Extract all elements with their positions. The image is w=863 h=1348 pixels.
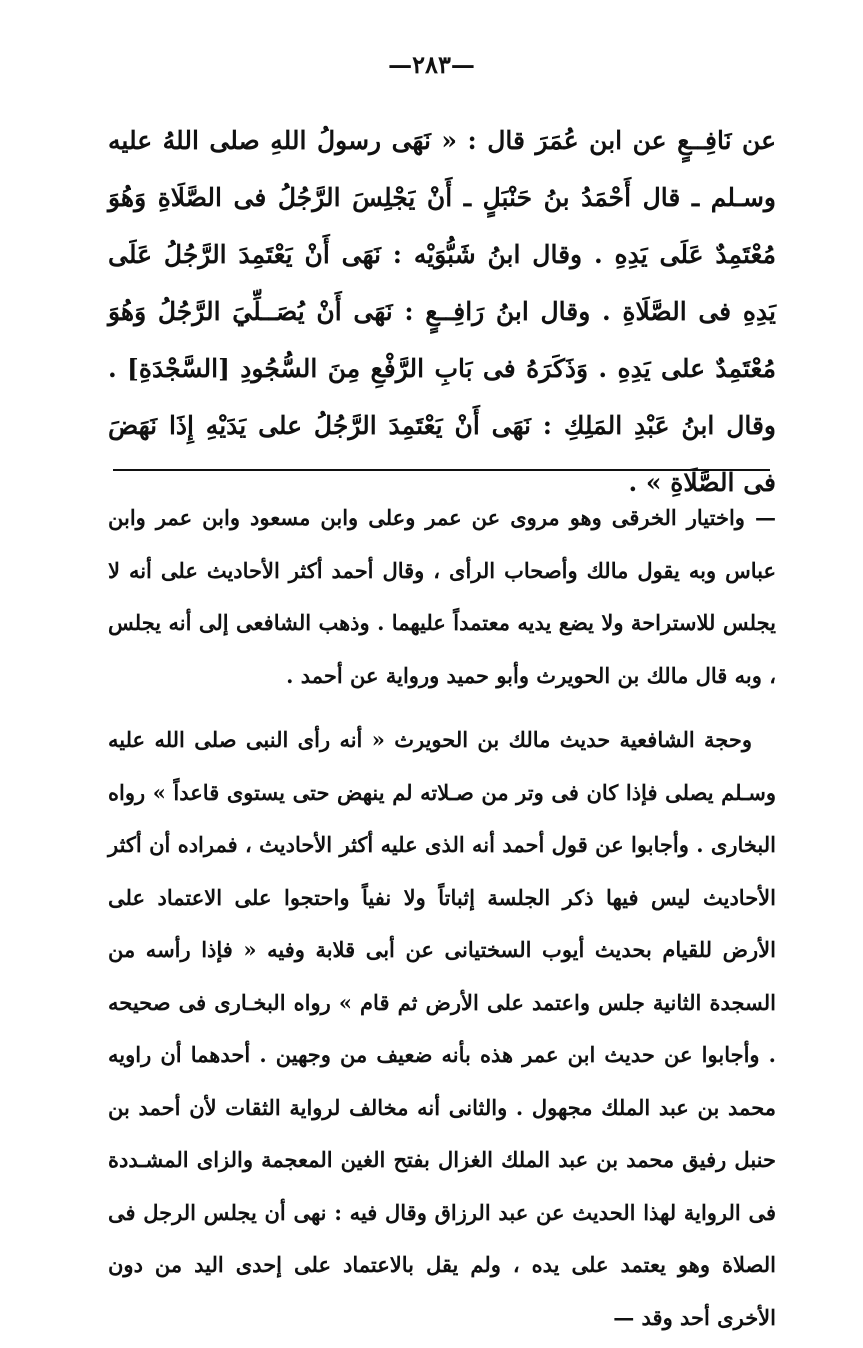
hadith-paragraph: عن نَافِــعٍ عن ابن عُمَرَ قال : « نَهَى رسولُ اللهِ صلى اللهُ عليه وسـلم ـ قال أَحْمَدُ بنُ حَنْبَلٍ ـ أَنْ يَجْلِسَ الرَّجُلُ فى الصَّلَاةِ وَهُوَ مُعْتَمِدٌ عَلَى يَدِهِ . وقال ابنُ شَبُّوَيْه : نَهَى أَنْ يَعْتَمِدَ الرَّجُلُ عَلَى يَدِهِ فى الصَّلَاةِ . وقال ابنُ رَافِــعٍ : نَهَى أَنْ يُصَــلِّيَ الرَّجُلُ وَهُوَ مُعْتَمِدٌ على يَدِهِ . وَذَكَرَهُ فى بَابِ الرَّفْعِ مِنَ السُّجُودِ [السَّجْدَةِ] . وقال ابنُ عَبْدِ المَلِكِ : نَهَى أَنْ يَعْتَمِدَ الرَّجُلُ على يَدَيْهِ إِذَا نَهَضَ فى الصَّلَاةِ » . (108, 126, 776, 497)
footnote-paragraph-2: وحجة الشافعية حديث مالك بن الحويرث « أنه رأى النبى صلى الله عليه وسـلم يصلى فإذا كان فى وتر من صـلاته لم ينهض حتى يستوى قاعداً » رواه البخارى . وأجابوا عن قول أحمد أنه الذى عليه أكثر الأحاديث ، فمراده أن أكثر الأحاديث ليس فيها ذكر الجلسة إثباتاً ولا نفياً واحتجوا على الاعتماد على الأرض للقيام بحديث أيوب السختيانى عن أبى قلابة وفيه « فإذا رأسه من السجدة الثانية جلس واعتمد على الأرض ثم قام » رواه البخـارى فى صحيحه . وأجابوا عن حديث ابن عمر هذه بأنه ضعيف من وجهين . أحدهما أن راويه محمد بن عبد الملك مجهول . والثانى أنه مخالف لرواية الثقات لأن أحمد بن حنبل رفيق محمد بن عبد الملك الغزال بفتح الغين المعجمة والزاى المشـددة فى الرواية لهذا الحديث عن عبد الرزاق وقال فيه : نهى أن يجلس الرجل فى الصلاة وهو يعتمد على يده ، ولم يقل بالاعتماد على إحدى اليد من دون الأخرى أحد وقد — (108, 727, 776, 1330)
page-number: —٢٨٣— (388, 50, 475, 79)
footnote (108, 492, 776, 1344)
footnote-paragraph-1: — واختيار الخرقى وهو مروى عن عمر وعلى وابن مسعود وابن عمر وابن عباس وبه يقول مالك وأصحاب الرأى ، وقال أحمد أكثر الأحاديث على أنه لا يجلس للاستراحة ولا يضع يديه معتمداً عليهما . وذهب الشافعى إلى أنه يجلس ، وبه قال مالك بن الحويرث وأبو حميد ورواية عن أحمد . (108, 505, 776, 688)
footnote-divider (113, 469, 770, 471)
main-text (108, 112, 776, 511)
